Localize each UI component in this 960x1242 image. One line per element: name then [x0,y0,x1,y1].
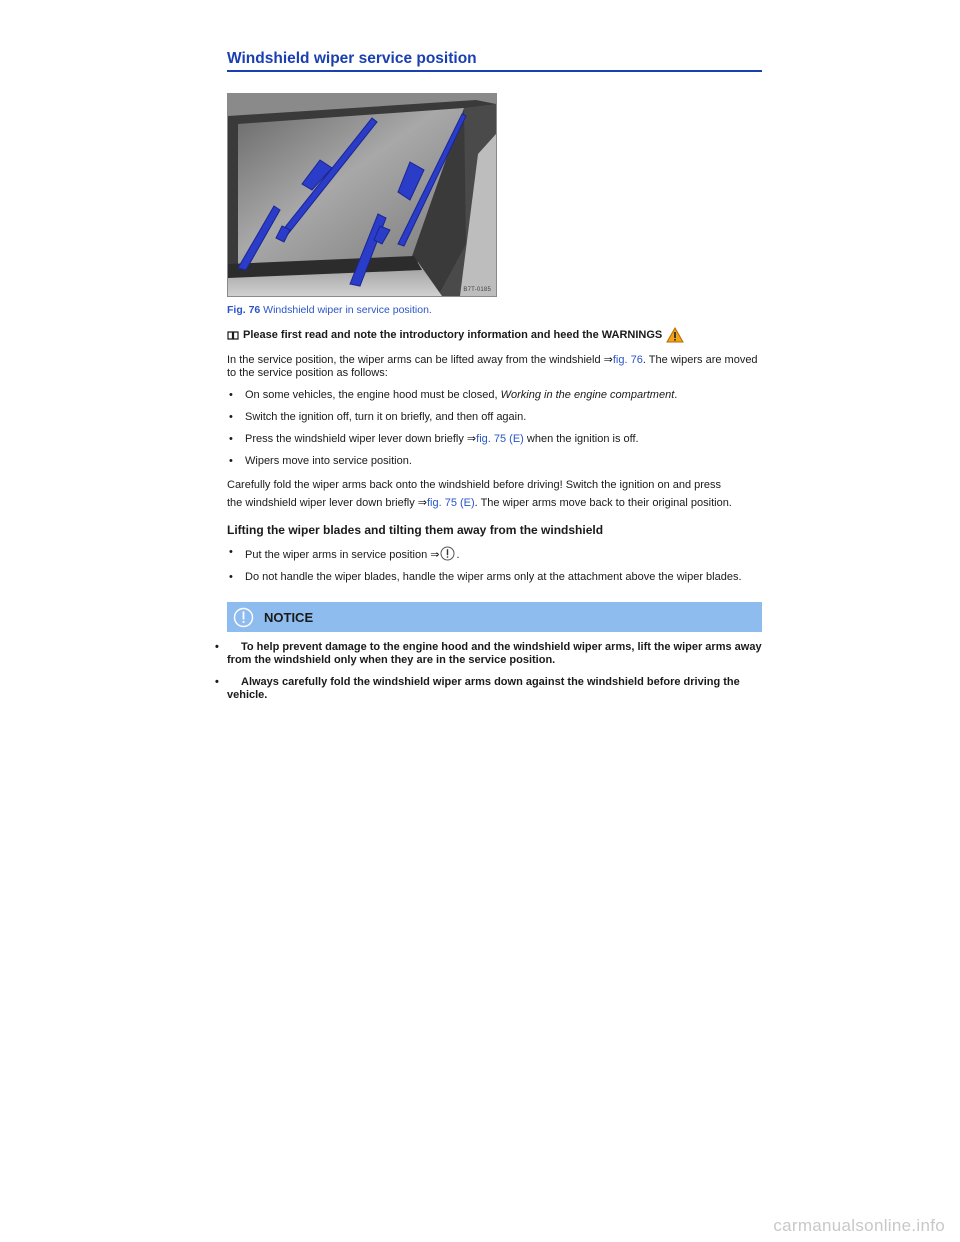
exclamation-circle-icon [233,607,254,628]
list-item: • Always carefully fold the windshield wiper arms down against the windshield before driving the vehicle. [227,676,762,702]
info-icon[interactable] [440,546,455,561]
list-item: • Put the wiper arms in service position ⇒ . [227,546,762,562]
list-item: • Press the windshield wiper lever down briefly ⇒fig. 75 (E) when the ignition is off. [227,433,762,446]
figure-caption-text: Windshield wiper in service position. [260,304,432,316]
notice-header [227,602,762,632]
warning-triangle-icon[interactable] [666,327,684,343]
figure-code: B7T-0185 [463,287,491,293]
book-icon [227,331,239,340]
cross-reference: Working in the engine compartment [500,389,675,401]
figure-image [227,93,497,297]
list-item: • Switch the ignition off, turn it on briefly, and then off again. [227,411,762,424]
intro-text: Please first read and note the introductory information and heed the WARNINGS [243,329,663,341]
link-fig-75-e-2[interactable]: fig. 75 (E) [426,497,475,509]
figure-number: Fig. 76 [227,304,261,316]
list-item: • To help prevent damage to the engine hood and the windshield wiper arms, lift the wiper arms away from the windshield only when they are in the service position. [227,641,762,667]
list-item: • On some vehicles, the engine hood must be closed, Working in the engine compartment. [227,389,762,402]
paragraph-service-position: In the service position, the wiper arms can be lifted away from the windshield ⇒fig. 76. The wipers are moved to the service position as follows: [227,354,758,379]
intro-note [227,327,762,343]
notice-list [227,641,762,702]
steps-list [227,389,762,468]
list-item: • Do not handle the wiper blades, handle the wiper arms only at the attachment above the wiper blades. [227,571,762,584]
watermark: carmanualsonline.info [773,1216,945,1235]
list-item: • Wipers move into service position. [227,455,762,468]
notice-label: NOTICE [264,609,314,625]
figure-caption [227,304,762,316]
page-title: Windshield wiper service position [227,50,762,72]
wiper-illustration [228,94,496,296]
link-fig-75-e[interactable]: fig. 75 (E) [476,433,524,445]
link-fig-76[interactable]: fig. 76 [612,354,643,366]
lifting-list [227,546,762,584]
section-subheading: Lifting the wiper blades and tilting them away from the windshield [227,523,604,537]
page-content [227,50,762,702]
paragraph-fold-back: Carefully fold the wiper arms back onto the windshield before driving! Switch the ignition on and press the windshield wiper lever down briefly ⇒fig. 75 (E). The wiper arms move back to their original position. [227,479,732,509]
